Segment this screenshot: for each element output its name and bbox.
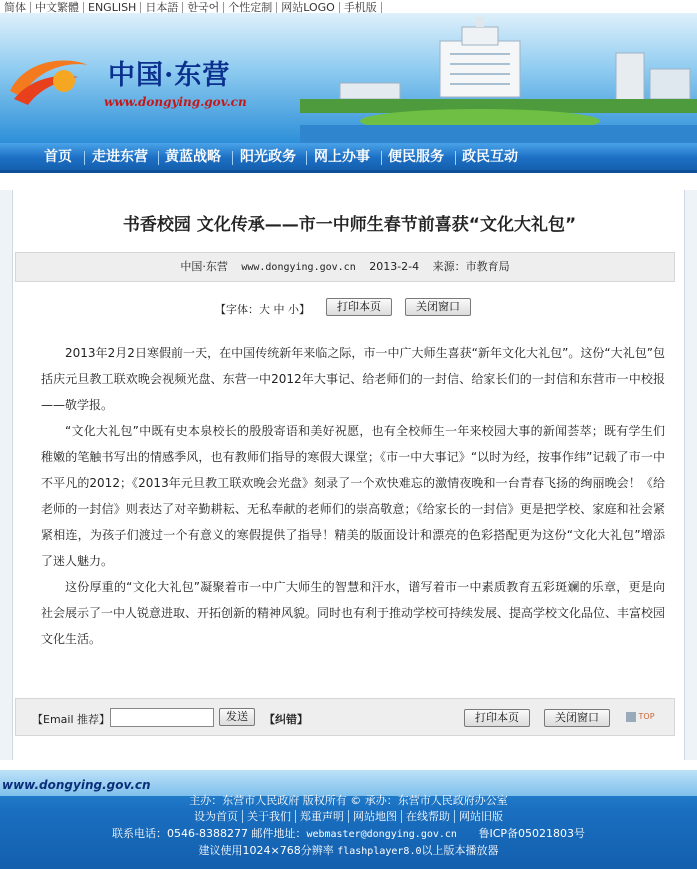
nav-online-services[interactable]: 网上办事	[314, 149, 370, 165]
nav-divider	[455, 151, 456, 165]
print-button-bottom[interactable]: 打印本页	[464, 709, 530, 727]
footer-advice-flash: flashplayer8.0	[337, 846, 422, 857]
close-window-button-bottom[interactable]: 关闭窗口	[544, 709, 610, 727]
link-site-logo[interactable]: 网站LOGO	[277, 2, 340, 13]
nav-divider	[306, 151, 307, 165]
footer-icp[interactable]: 鲁ICP备05021803号	[478, 827, 585, 840]
nav-open-government[interactable]: 阳光政务	[240, 149, 296, 165]
nav-home[interactable]: 首页	[44, 149, 72, 165]
footer-advice-prefix: 建议使用1024×768分辨率	[198, 844, 338, 857]
nav-divider	[232, 151, 233, 165]
nav-interaction[interactable]: 政民互动	[462, 149, 518, 165]
top-arrow-icon	[626, 712, 636, 722]
city-skyline-image	[300, 13, 697, 143]
meta-source: 来源：市教育局	[432, 260, 510, 273]
footer-link-old-site[interactable]: 网站旧版	[459, 810, 503, 823]
nav-strategy[interactable]: 黄蓝战略	[165, 149, 221, 165]
footer-link-about[interactable]: 关于我们	[243, 810, 296, 823]
nav-public-services[interactable]: 便民服务	[388, 149, 444, 165]
footer-contact	[0, 825, 697, 841]
lang-link-traditional[interactable]: 中文繁體	[31, 2, 84, 13]
footer-host: 主办：东营市人民政府 版权所有 © 承办：东营市人民政府办公室	[189, 794, 508, 807]
site-title: 中国·东营	[108, 60, 231, 91]
article-panel	[12, 190, 685, 760]
footer-advice-suffix: 以上版本播放器	[421, 844, 499, 857]
footer-advice	[0, 842, 697, 858]
article-paragraph: “文化大礼包”中既有史本泉校长的殷殷寄语和美好祝愿，也有全校师生一年来校园大事的新闻荟萃；既有学生们稚嫩的笔触书写出的情感季风，也有教师们指导的寒假大课堂；《市一中大事记》“以时为经，按事作纬”记载了市一中不平凡的2012；《2013年元旦教工联欢晚会光盘》刻录了一个欢快难忘的激情夜晚和一台青春飞扬的绚丽晚会！《给老师的一封信》则表达了对辛勤耕耘、无私奉献的老师们的崇高敬意；《给家长的一封信》更是把学校、家庭和社会紧紧相连，为孩子们渡过一个有意义的寒假提供了指导！精美的版面设计和漂亮的色彩搭配更为这份“文化大礼包”增添了迷人魅力。	[41, 424, 665, 568]
article-meta-bar	[15, 252, 675, 282]
print-button[interactable]: 打印本页	[326, 298, 392, 316]
send-button[interactable]: 发送	[219, 708, 255, 726]
email-recommend-label: 【Email 推荐】	[32, 713, 111, 726]
footer-contact-prefix: 联系电话：0546-8388277 邮件地址：	[111, 827, 307, 840]
footer-link-set-home[interactable]: 设为首页	[190, 810, 243, 823]
lang-link-english[interactable]: ENGLISH	[84, 2, 141, 13]
email-recommend-input[interactable]	[110, 708, 214, 727]
back-to-top-label: TOP	[638, 712, 655, 721]
logo-swoosh-icon	[4, 51, 90, 107]
lang-link-korean[interactable]: 한국어	[183, 2, 224, 13]
nav-divider	[381, 151, 382, 165]
lang-link-japanese[interactable]: 日本語	[141, 2, 183, 13]
article-body	[41, 340, 665, 652]
meta-site: 中国·东营	[180, 260, 228, 273]
article-action-bar	[15, 698, 675, 736]
content-frame	[0, 190, 697, 760]
meta-url: www.dongying.gov.cn	[241, 262, 356, 273]
font-size-selector[interactable]: 【字体：大 中 小】	[215, 303, 310, 316]
nav-divider	[158, 151, 159, 165]
article-title: 书香校园 文化传承——市一中师生春节前喜获“文化大礼包”	[122, 215, 577, 235]
footer-url: www.dongying.gov.cn	[2, 778, 151, 792]
footer-link-disclaimer[interactable]: 郑重声明	[296, 810, 349, 823]
site-footer	[0, 770, 697, 869]
close-window-button[interactable]: 关闭窗口	[405, 298, 471, 316]
footer-links	[0, 808, 697, 824]
footer-link-help[interactable]: 在线帮助	[402, 810, 455, 823]
footer-email[interactable]: webmaster@dongying.gov.cn	[306, 829, 457, 840]
site-url: www.dongying.gov.cn	[104, 95, 247, 109]
nav-about-dongying[interactable]: 走进东营	[92, 149, 148, 165]
article-paragraph: 2013年2月2日寒假前一天，在中国传统新年来临之际，市一中广大师生喜获“新年文化大礼包”。这份“大礼包”包括庆元旦教工联欢晚会视频光盘、东营一中2012年大事记、给老师们的一封信、给家长们的一封信和东营市一中校报——敬学报。	[41, 346, 665, 412]
nav-divider	[84, 151, 85, 165]
back-to-top-icon[interactable]	[626, 711, 660, 723]
language-bar	[0, 0, 697, 13]
link-mobile[interactable]: 手机版	[340, 2, 382, 13]
report-error-link[interactable]: 【纠错】	[264, 713, 308, 726]
meta-date: 2013-2-4	[369, 260, 420, 273]
article-tools	[13, 298, 686, 318]
link-personalize[interactable]: 个性定制	[224, 2, 277, 13]
article-paragraph: 这份厚重的“文化大礼包”凝聚着市一中广大师生的智慧和汗水，谱写着市一中素质教育五彩斑斓的乐章，更是向社会展示了一中人锐意进取、开拓创新的精神风貌。同时也有利于推动学校可持续发展、提高学校文化品位、丰富校园文化生活。	[41, 580, 666, 646]
footer-link-sitemap[interactable]: 网站地图	[349, 810, 402, 823]
main-nav	[0, 143, 697, 173]
site-banner	[0, 13, 697, 143]
lang-link-simplified[interactable]: 简体	[0, 2, 31, 13]
